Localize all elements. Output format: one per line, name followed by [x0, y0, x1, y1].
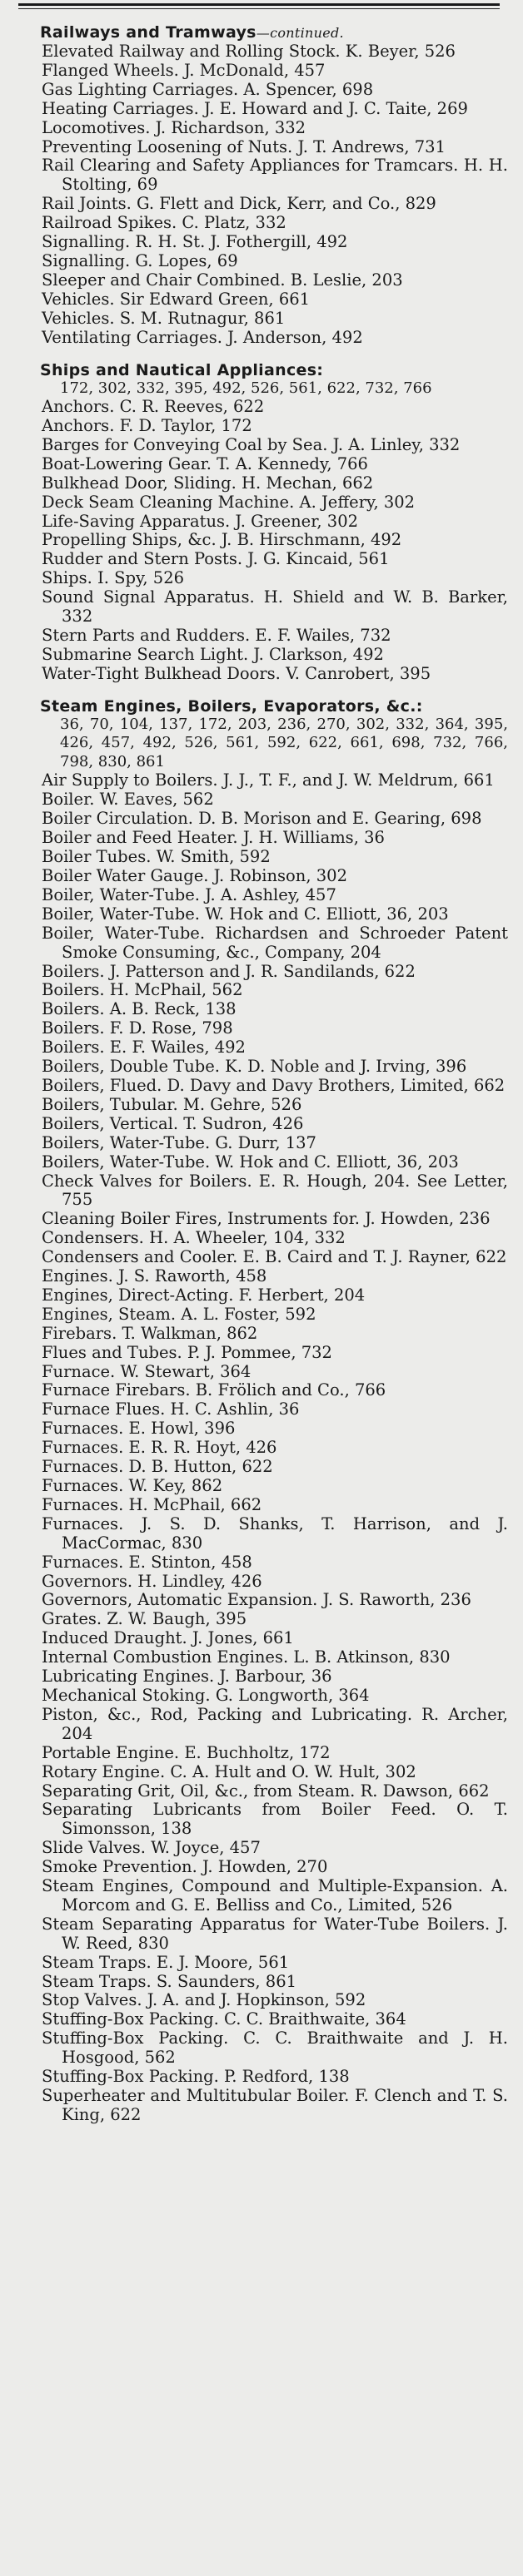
index-entry: Condensers. H. A. Wheeler, 104, 332: [42, 1228, 346, 1248]
index-entry: Steam Separating Apparatus for Water-Tube Boilers. J. W. Reed, 830: [42, 1914, 508, 1953]
index-entry: Stern Parts and Rudders. E. F. Wailes, 732: [42, 625, 391, 645]
index-entry: Boiler and Feed Heater. J. H. Williams, 36: [42, 828, 385, 848]
index-entry: Vehicles. S. M. Rutnagur, 861: [42, 308, 286, 328]
index-entry: Deck Seam Cleaning Machine. A. Jeffery, 302: [42, 492, 416, 512]
index-entry: Boilers, Vertical. T. Sudron, 426: [42, 1113, 304, 1133]
index-entry: Boat-Lowering Gear. T. A. Kennedy, 766: [42, 453, 368, 473]
index-entry: Furnace Firebars. B. Frölich and Co., 766: [42, 1380, 386, 1400]
index-entry: Furnaces. H. McPhail, 662: [42, 1494, 262, 1514]
index-entry: Boilers, Flued. D. Davy and Davy Brothers, Limited, 662: [42, 1075, 506, 1095]
index-page: [42, 23, 508, 2138]
index-entry: Engines, Direct-Acting. F. Herbert, 204: [42, 1285, 366, 1305]
index-entry: Furnaces. D. B. Hutton, 622: [42, 1457, 273, 1477]
section-heading: [40, 361, 508, 379]
index-entry: Anchors. C. R. Reeves, 622: [42, 397, 265, 417]
index-entry: Rail Clearing and Safety Appliances for Tramcars. H. H. Stolting, 69: [42, 156, 508, 195]
index-entry: Bulkhead Door, Sliding. H. Mechan, 662: [42, 473, 374, 493]
top-rule-thin: [18, 8, 500, 9]
index-entry: Separating Grit, Oil, &c., from Steam. R. Dawson, 662: [42, 1781, 490, 1801]
index-entry: Signalling. R. H. St. J. Fothergill, 492: [42, 232, 348, 252]
index-entry: Flanged Wheels. J. McDonald, 457: [42, 60, 326, 80]
index-entry: Boiler, Water-Tube. J. A. Ashley, 457: [42, 884, 336, 904]
index-entry: Engines, Steam. A. L. Foster, 592: [42, 1304, 316, 1324]
index-entry: Rail Joints. G. Flett and Dick, Kerr, and Co., 829: [42, 194, 436, 214]
index-entry: Boilers. E. F. Wailes, 492: [42, 1038, 246, 1058]
index-entry: Portable Engine. E. Buchholtz, 172: [42, 1742, 331, 1762]
index-entry: Furnaces. W. Key, 862: [42, 1476, 223, 1495]
index-entry: Boiler Tubes. W. Smith, 592: [42, 847, 271, 867]
index-entry: Mechanical Stoking. G. Longworth, 364: [42, 1685, 370, 1705]
index-entry: Boiler Circulation. D. B. Morison and E. Gearing, 698: [42, 809, 482, 829]
index-entry: Boiler Water Gauge. J. Robinson, 302: [42, 866, 347, 885]
index-entry: Air Supply to Boilers. J. J., T. F., and J. W. Meldrum, 661: [42, 770, 495, 790]
index-entry: Submarine Search Light. J. Clarkson, 492: [42, 644, 384, 664]
index-entry: Flues and Tubes. P. J. Pommee, 732: [42, 1342, 332, 1362]
index-entry: Locomotives. J. Richardson, 332: [42, 117, 306, 137]
index-entry: Anchors. F. D. Taylor, 172: [42, 416, 252, 435]
index-section: [42, 697, 508, 2125]
index-entry: Check Valves for Boilers. E. R. Hough, 204. See Letter, 755: [42, 1171, 508, 1210]
index-entry: Firebars. T. Walkman, 862: [42, 1323, 258, 1343]
index-entry: Slide Valves. W. Joyce, 457: [42, 1838, 261, 1858]
section-page-refs: 172, 302, 332, 395, 492, 526, 561, 622, 732, 766: [60, 379, 432, 397]
index-entry: Water-Tight Bulkhead Doors. V. Canrobert, 395: [42, 663, 431, 683]
index-entry: Boilers, Water-Tube. G. Durr, 137: [42, 1132, 316, 1152]
section-heading: [40, 697, 508, 716]
section-title: Railways and Tramways: [40, 23, 257, 42]
index-entry: Boiler. W. Eaves, 562: [42, 790, 214, 810]
index-entry: Boilers. H. McPhail, 562: [42, 980, 243, 1000]
index-entry: Boilers, Tubular. M. Gehre, 526: [42, 1094, 302, 1114]
index-entry: Stop Valves. J. A. and J. Hopkinson, 592: [42, 1990, 366, 2010]
index-entry: Ships. I. Spy, 526: [42, 568, 185, 588]
index-entry: Signalling. G. Lopes, 69: [42, 250, 238, 270]
index-section: [42, 361, 508, 684]
index-section: [42, 23, 508, 348]
index-entry: Boilers, Double Tube. K. D. Noble and J. Irving, 396: [42, 1057, 467, 1077]
section-heading: [40, 23, 508, 42]
index-entry: Superheater and Multitubular Boiler. F. Clench and T. S. King, 622: [42, 2086, 508, 2124]
index-entry: Boilers. J. Patterson and J. R. Sandilands, 622: [42, 961, 416, 981]
index-entry: Boiler, Water-Tube. Richardsen and Schroeder Patent Smoke Consuming, &c., Company, 204: [42, 923, 508, 962]
index-entry: Barges for Conveying Coal by Sea. J. A. Linley, 332: [42, 434, 461, 454]
index-entry: Furnaces. J. S. D. Shanks, T. Harrison, and J. MacCormac, 830: [42, 1513, 508, 1553]
index-entry: Preventing Loosening of Nuts. J. T. Andrews, 731: [42, 136, 446, 156]
index-entry: Internal Combustion Engines. L. B. Atkinson, 830: [42, 1647, 451, 1667]
section-title: Steam Engines, Boilers, Evaporators, &c.:: [40, 696, 423, 716]
index-entry: Smoke Prevention. J. Howden, 270: [42, 1857, 328, 1877]
index-entry: Propelling Ships, &c. J. B. Hirschmann, 492: [42, 530, 402, 550]
index-entry: Elevated Railway and Rolling Stock. K. Beyer, 526: [42, 42, 456, 61]
index-entry: Vehicles. Sir Edward Green, 661: [42, 289, 311, 309]
index-entry: Boilers, Water-Tube. W. Hok and C. Elliott, 36, 203: [42, 1152, 459, 1172]
index-entry: Rotary Engine. C. A. Hult and O. W. Hult, 302: [42, 1761, 416, 1781]
index-entry: Gas Lighting Carriages. A. Spencer, 698: [42, 79, 374, 99]
index-entry: Boilers. A. B. Reck, 138: [42, 999, 237, 1019]
index-entry: Rudder and Stern Posts. J. G. Kincaid, 561: [42, 549, 390, 569]
index-entry: Furnace. W. Stewart, 364: [42, 1361, 252, 1381]
index-entry: Stuffing-Box Packing. C. C. Braithwaite, 364: [42, 2009, 406, 2029]
index-entry: Stuffing-Box Packing. C. C. Braithwaite and J. H. Hosgood, 562: [42, 2029, 508, 2068]
index-entry: Steam Traps. S. Saunders, 861: [42, 1971, 297, 1991]
section-title: Ships and Nautical Appliances:: [40, 360, 324, 379]
top-rule: [18, 3, 500, 6]
index-entry: Engines. J. S. Raworth, 458: [42, 1266, 267, 1286]
index-entry: Governors. H. Lindley, 426: [42, 1571, 262, 1591]
index-entry: Separating Lubricants from Boiler Feed. O. T. Simonsson, 138: [42, 1800, 508, 1839]
index-entry: Life-Saving Apparatus. J. Greener, 302: [42, 511, 359, 531]
index-entry: Condensers and Cooler. E. B. Caird and T. J. Rayner, 622: [42, 1247, 507, 1267]
index-entry: Induced Draught. J. Jones, 661: [42, 1628, 294, 1648]
index-entry: Lubricating Engines. J. Barbour, 36: [42, 1667, 332, 1687]
index-entry: Sleeper and Chair Combined. B. Leslie, 203: [42, 270, 403, 290]
index-entry: Piston, &c., Rod, Packing and Lubricating. R. Archer, 204: [42, 1704, 508, 1743]
index-entry: Heating Carriages. J. E. Howard and J. C. Taite, 269: [42, 98, 468, 118]
index-entry: Sound Signal Apparatus. H. Shield and W. B. Barker, 332: [42, 587, 508, 627]
continued-note: —continued.: [256, 25, 344, 41]
index-entry: Grates. Z. W. Baugh, 395: [42, 1609, 247, 1629]
section-page-refs: 36, 70, 104, 137, 172, 203, 236, 270, 302, 332, 364, 395, 426, 457, 492, 526, 561, 592, 622, 661, 698, 732, 766, 798, 830, 861: [60, 715, 508, 770]
index-entry: Furnaces. E. Stinton, 458: [42, 1552, 252, 1572]
index-entry: Steam Engines, Compound and Multiple-Expansion. A. Morcom and G. E. Belliss and Co., Limited, 526: [42, 1876, 508, 1915]
index-entry: Stuffing-Box Packing. P. Redford, 138: [42, 2067, 350, 2087]
index-entry: Furnace Flues. H. C. Ashlin, 36: [42, 1399, 300, 1419]
index-entry: Boiler, Water-Tube. W. Hok and C. Elliott, 36, 203: [42, 904, 449, 924]
index-entry: Steam Traps. E. J. Moore, 561: [42, 1952, 290, 1972]
index-entry: Furnaces. E. R. R. Hoyt, 426: [42, 1438, 277, 1458]
index-entry: Ventilating Carriages. J. Anderson, 492: [42, 327, 363, 347]
index-entry: Boilers. F. D. Rose, 798: [42, 1018, 233, 1038]
index-entry: Governors, Automatic Expansion. J. S. Raworth, 236: [42, 1590, 471, 1610]
index-entry: Railroad Spikes. C. Platz, 332: [42, 213, 286, 233]
index-entry: Furnaces. E. Howl, 396: [42, 1419, 236, 1439]
index-entry: Cleaning Boiler Fires, Instruments for. J. Howden, 236: [42, 1209, 491, 1229]
